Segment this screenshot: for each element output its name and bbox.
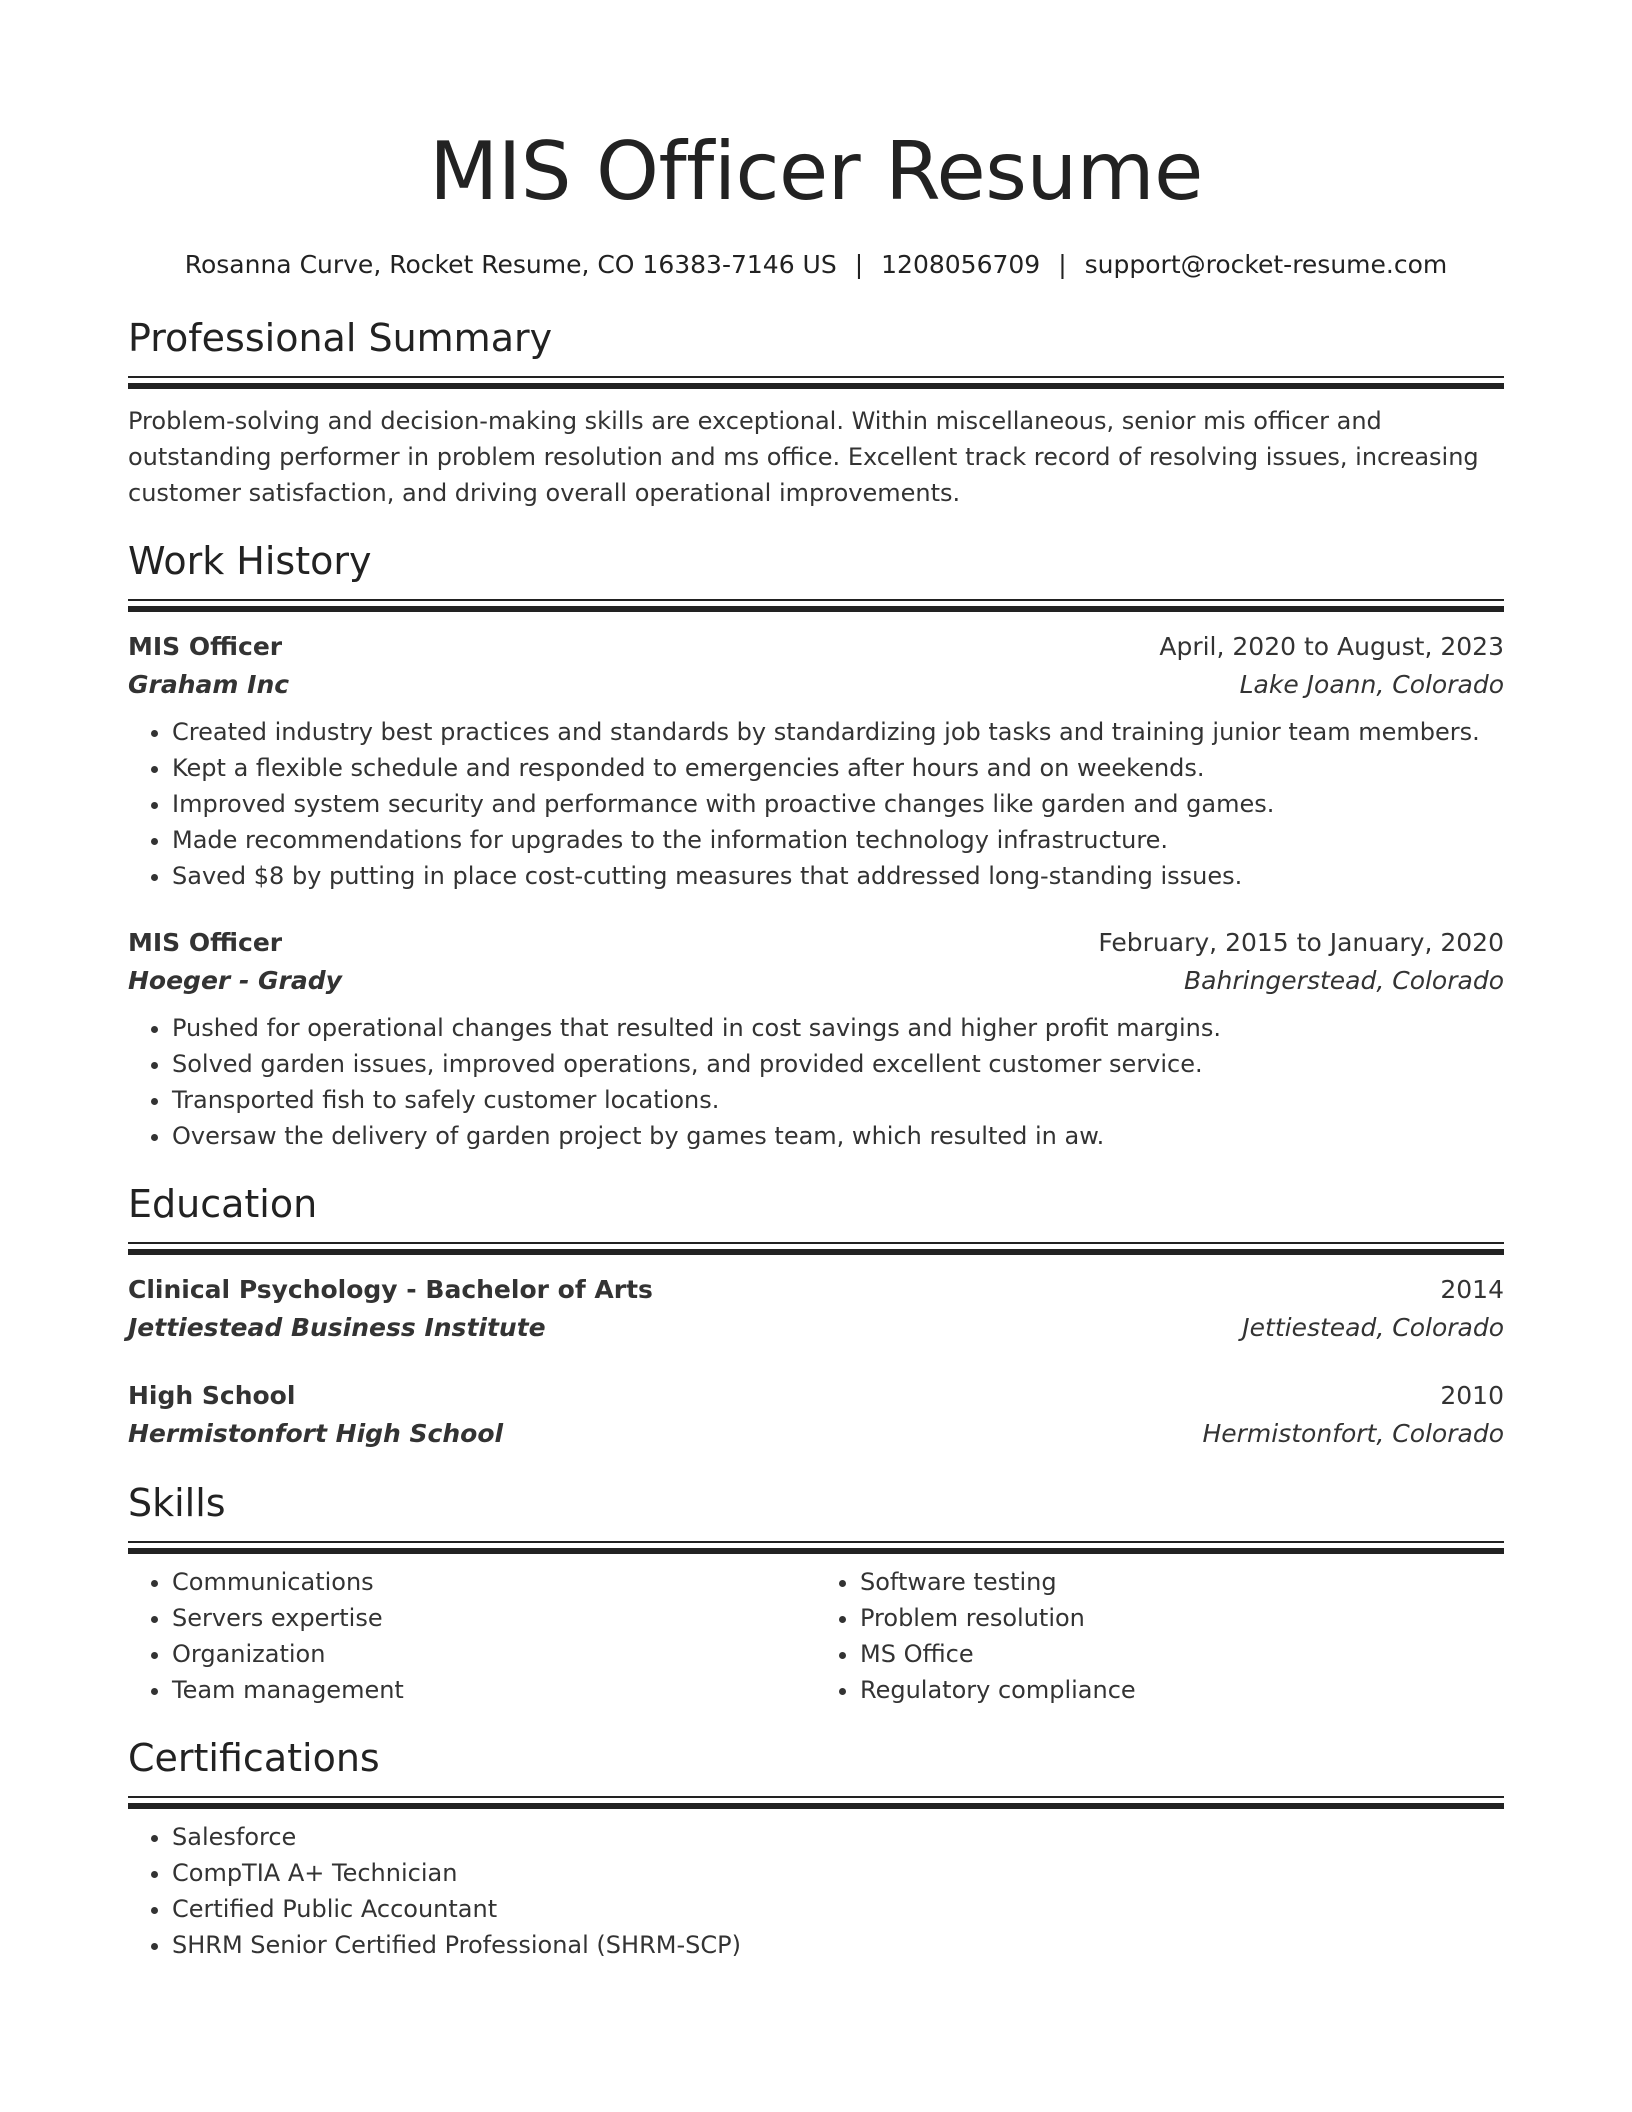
skills-list-left: [128, 1564, 816, 1708]
resume-title: MIS Officer Resume: [429, 125, 1203, 218]
skills-list-right: [816, 1564, 1504, 1708]
contact-phone: 1208056709: [881, 250, 1041, 279]
job-title: MIS Officer: [128, 632, 283, 661]
list-item: • Made recommendations for upgrades to the information technology infrastructure.: [172, 822, 1504, 858]
job-dates: April, 2020 to August, 2023: [1159, 632, 1504, 661]
list-item: • Certified Public Accountant: [172, 1891, 1504, 1927]
list-item: • Solved garden issues, improved operations, and provided excellent customer service.: [172, 1046, 1504, 1082]
section-divider: [128, 1242, 1504, 1244]
skills-columns: [128, 1564, 1504, 1708]
job-entry: [128, 628, 1504, 894]
job-company: Hoeger - Grady: [128, 966, 342, 995]
list-item: • Saved $8 by putting in place cost-cutting measures that addressed long-standing issues.: [172, 858, 1504, 894]
list-item: • MS Office: [860, 1636, 1504, 1672]
section-divider-thick: [128, 1548, 1504, 1554]
contact-address: Rosanna Curve, Rocket Resume, CO 16383-7146 US: [184, 250, 837, 279]
contact-separator: |: [854, 250, 864, 279]
list-item: • Improved system security and performance with proactive changes like garden and games.: [172, 786, 1504, 822]
section-divider-thick: [128, 1249, 1504, 1255]
education-degree: Clinical Psychology - Bachelor of Arts: [128, 1275, 653, 1304]
job-entry: [128, 924, 1504, 1154]
list-item: • Oversaw the delivery of garden project by games team, which resulted in aw.: [172, 1118, 1504, 1154]
list-item: • Created industry best practices and standards by standardizing job tasks and training junior team members.: [172, 714, 1504, 750]
list-item: • Team management: [172, 1672, 816, 1708]
list-item: • Servers expertise: [172, 1600, 816, 1636]
section-divider: [128, 599, 1504, 601]
section-heading: Professional Summary: [128, 316, 553, 360]
section-heading: Work History: [128, 539, 372, 583]
list-item: • Problem resolution: [860, 1600, 1504, 1636]
job-bullets: [128, 714, 1504, 894]
education-location: Jettiestead, Colorado: [1242, 1313, 1504, 1342]
education-degree: High School: [128, 1381, 296, 1410]
contact-line: [128, 248, 1504, 282]
job-location: Bahringerstead, Colorado: [1184, 966, 1504, 995]
education-entry: [128, 1271, 1504, 1347]
education-year: 2010: [1440, 1381, 1504, 1410]
list-item: • Organization: [172, 1636, 816, 1672]
list-item: • Regulatory compliance: [860, 1672, 1504, 1708]
education-school: Jettiestead Business Institute: [128, 1313, 546, 1342]
section-divider-thick: [128, 606, 1504, 612]
education-entry: [128, 1377, 1504, 1453]
list-item: • Transported fish to safely customer locations.: [172, 1082, 1504, 1118]
job-dates: February, 2015 to January, 2020: [1098, 928, 1504, 957]
list-item: • SHRM Senior Certified Professional (SHRM-SCP): [172, 1927, 1504, 1963]
contact-email: support@rocket-resume.com: [1084, 250, 1448, 279]
section-divider: [128, 1796, 1504, 1798]
education-section: [128, 1180, 1504, 1453]
job-company: Graham Inc: [128, 670, 290, 699]
section-divider-thick: [128, 1803, 1504, 1809]
summary-section: [128, 314, 1504, 511]
education-location: Hermistonfort, Colorado: [1202, 1419, 1504, 1448]
list-item: • Communications: [172, 1564, 816, 1600]
certifications-list: [128, 1819, 1504, 1963]
work-history-section: [128, 537, 1504, 1154]
education-year: 2014: [1440, 1275, 1504, 1304]
skills-section: [128, 1479, 1504, 1708]
list-item: • Kept a flexible schedule and responded to emergencies after hours and on weekends.: [172, 750, 1504, 786]
list-item: • CompTIA A+ Technician: [172, 1855, 1504, 1891]
list-item: • Pushed for operational changes that resulted in cost savings and higher profit margins.: [172, 1010, 1504, 1046]
job-location: Lake Joann, Colorado: [1239, 670, 1504, 699]
education-school: Hermistonfort High School: [128, 1419, 504, 1448]
contact-separator: |: [1058, 250, 1067, 279]
certifications-section: [128, 1734, 1504, 1963]
section-heading: Education: [128, 1182, 318, 1226]
job-title: MIS Officer: [128, 928, 283, 957]
section-divider: [128, 376, 1504, 378]
section-heading: Skills: [128, 1481, 226, 1525]
summary-text: Problem-solving and decision-making skills are exceptional. Within miscellaneous, senior mis officer and outstanding performer in problem resolution and ms office. Excellent track record of resolving issues, increasing customer satisfaction, and driving overall operational improvements.: [128, 407, 1479, 507]
section-divider-thick: [128, 383, 1504, 389]
section-heading: Certifications: [128, 1736, 380, 1780]
list-item: • Salesforce: [172, 1819, 1504, 1855]
job-bullets: [128, 1010, 1504, 1154]
list-item: • Software testing: [860, 1564, 1504, 1600]
section-divider: [128, 1541, 1504, 1543]
